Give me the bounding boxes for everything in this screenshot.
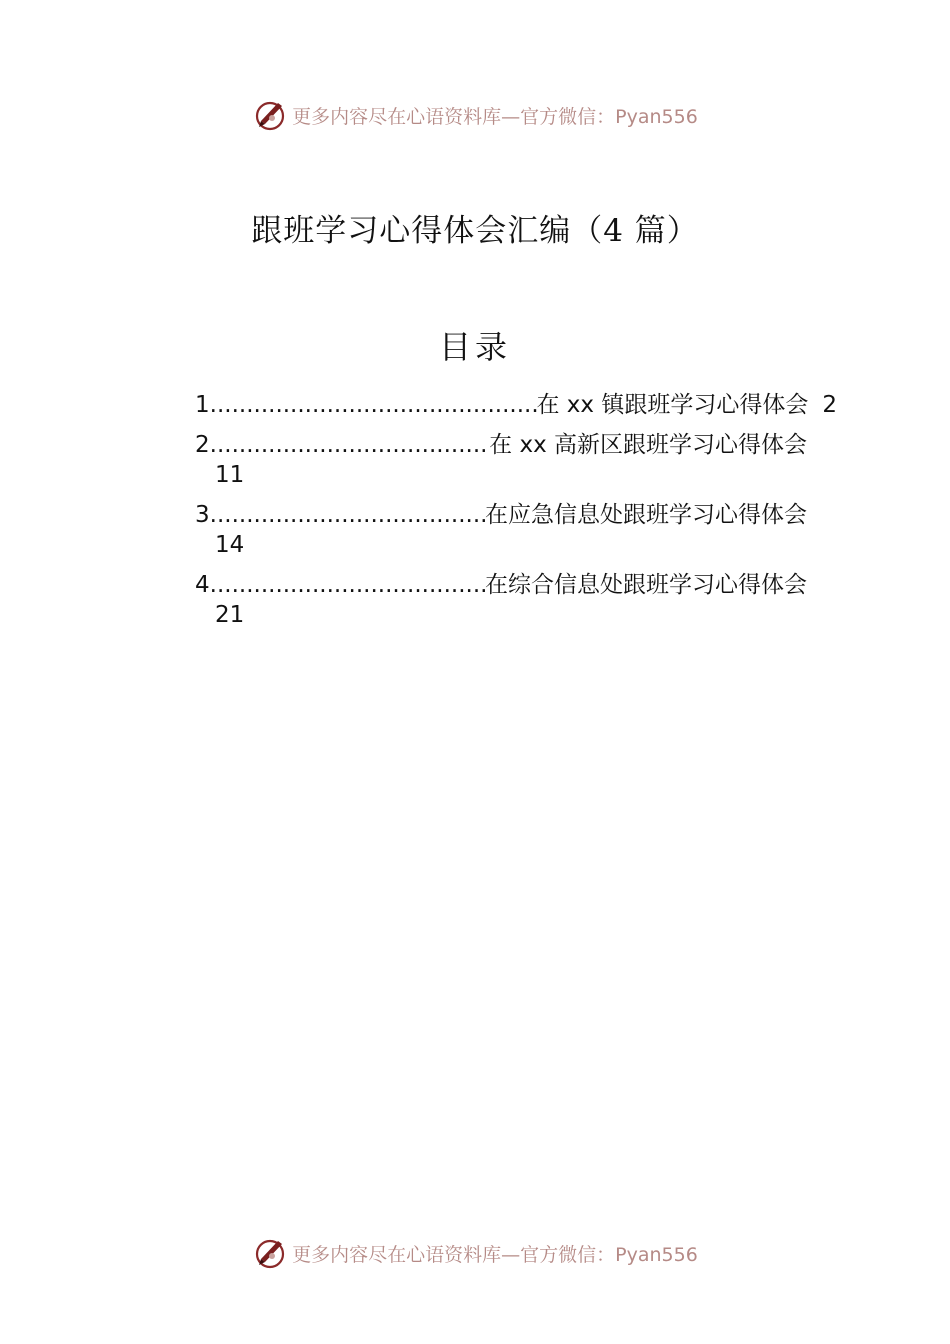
toc-entry-1[interactable] xyxy=(195,390,845,420)
toc-entry-number: 4 xyxy=(195,572,210,598)
banner-wechat-id: Pyan556 xyxy=(615,105,698,128)
header-banner xyxy=(0,95,950,135)
pen-circle-logo-icon xyxy=(252,1235,288,1271)
toc-entry-label: 在 xx 镇跟班学习心得体会 xyxy=(536,392,809,418)
toc-entry-4[interactable] xyxy=(195,570,807,630)
toc-entry-page: 11 xyxy=(215,462,245,488)
banner-main-text: 更多内容尽在心语资料库—官方微信： xyxy=(292,1243,616,1266)
footer-banner xyxy=(0,1233,950,1273)
toc-entry-page: 2 xyxy=(822,392,837,418)
toc-entry-label: 在应急信息处跟班学习心得体会 xyxy=(485,502,807,528)
banner-text xyxy=(292,1240,698,1267)
toc-entry-number: 1 xyxy=(195,392,210,418)
banner-wechat-id: Pyan556 xyxy=(615,1243,698,1266)
toc-leader-dots xyxy=(210,500,485,530)
table-of-contents xyxy=(195,390,845,640)
banner-main-text: 更多内容尽在心语资料库—官方微信： xyxy=(292,105,616,128)
toc-entry-3[interactable] xyxy=(195,500,807,560)
toc-leader-dots xyxy=(210,430,490,460)
toc-entry-2[interactable] xyxy=(195,430,807,490)
toc-leader-dots xyxy=(210,570,485,600)
pen-circle-logo-icon xyxy=(252,97,288,133)
toc-entry-number: 2 xyxy=(195,432,210,458)
toc-leader-dots xyxy=(210,390,537,420)
document-title: 跟班学习心得体会汇编（4 篇） xyxy=(251,213,699,249)
toc-heading: 目录 xyxy=(438,328,511,366)
toc-entry-label: 在综合信息处跟班学习心得体会 xyxy=(485,572,807,598)
toc-entry-label: 在 xx 高新区跟班学习心得体会 xyxy=(489,432,807,458)
toc-entry-page: 14 xyxy=(215,532,245,558)
banner-text xyxy=(292,102,698,129)
toc-entry-number: 3 xyxy=(195,502,210,528)
toc-entry-page: 21 xyxy=(215,602,245,628)
